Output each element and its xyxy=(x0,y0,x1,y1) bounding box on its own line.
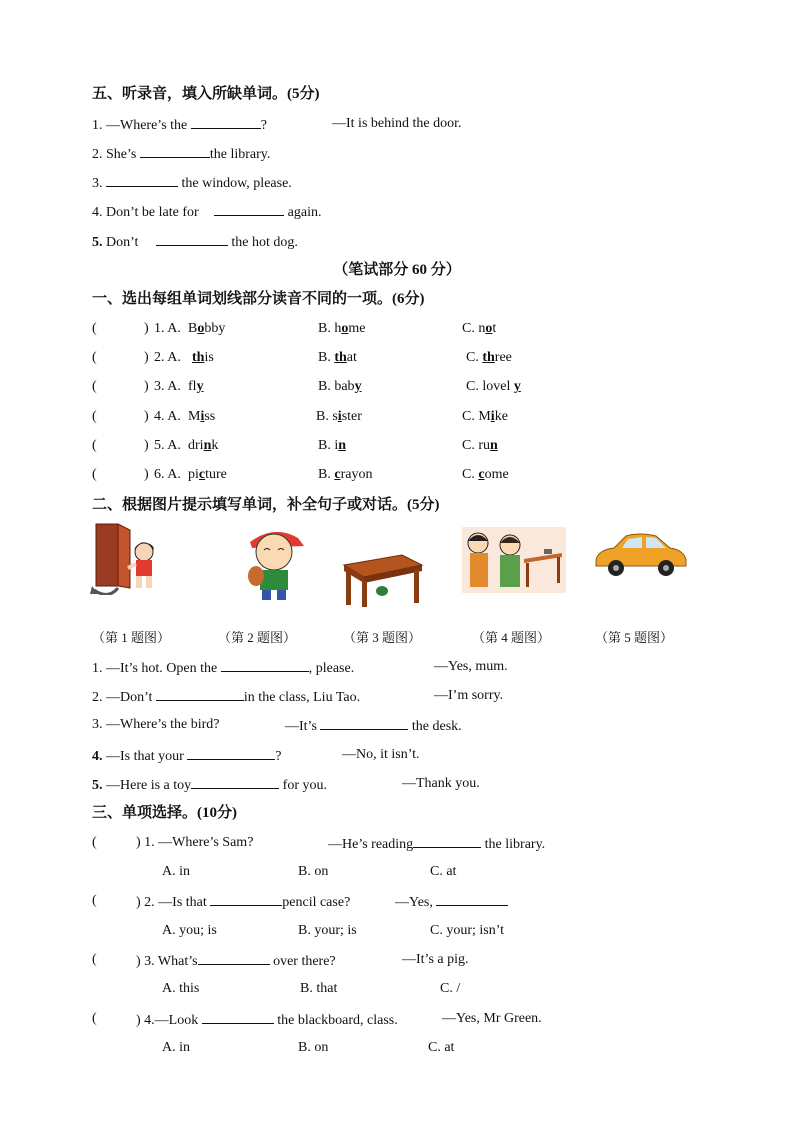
word-part: pi xyxy=(188,467,199,482)
q-number: 5. A. xyxy=(154,438,181,453)
option-a[interactable] xyxy=(188,377,204,397)
q-text: ) 2. —Is that xyxy=(136,895,211,910)
answer-blank[interactable] xyxy=(191,114,261,129)
option-b[interactable]: B. your; is xyxy=(298,923,357,938)
q-text: the hot dog. xyxy=(227,235,298,250)
sec1-row xyxy=(92,436,498,456)
answer-blank[interactable] xyxy=(210,891,282,906)
caption-1: （第 1 题图） xyxy=(92,630,171,645)
sec2-q4 xyxy=(92,745,420,767)
q-text: 1. —Where’s the xyxy=(92,118,191,133)
q-text: —He’s reading xyxy=(328,837,414,852)
desk-bird-illustration xyxy=(342,545,424,609)
q-text: 1. —It’s hot. Open the xyxy=(92,661,221,676)
word-part: B. xyxy=(318,350,335,365)
underlined-letters: c xyxy=(334,467,341,482)
sec2-q5 xyxy=(92,774,480,796)
reply-text: —Thank you. xyxy=(402,776,480,791)
sec3-q2-options xyxy=(162,921,505,941)
word-part: C. ru xyxy=(462,438,490,453)
option-a[interactable]: A. in xyxy=(162,1040,190,1055)
sec3-q2 xyxy=(92,891,437,911)
paren: ( xyxy=(92,409,97,424)
option-a[interactable]: A. you; is xyxy=(162,923,217,938)
underlined-letters: i xyxy=(200,409,205,424)
reply-text: —I’m sorry. xyxy=(434,688,504,703)
paren: ( xyxy=(92,893,97,908)
sec3-q4-options xyxy=(162,1038,455,1058)
q-text: —Is that your xyxy=(102,749,188,764)
sec1-row xyxy=(92,407,508,427)
answer-blank[interactable] xyxy=(140,143,210,158)
q-text: the window, please. xyxy=(178,176,292,191)
answer-blank[interactable] xyxy=(187,745,275,760)
underlined-letters: y xyxy=(354,379,362,394)
word-part: ree xyxy=(494,350,512,365)
q-text: 3. —Where’s the bird? xyxy=(92,717,220,732)
caption-4: （第 4 题图） xyxy=(472,630,551,645)
q-text: ) 4.—Look xyxy=(136,1013,202,1028)
section1-title: 一、选出每组单词划线部分读音不同的一项。(6分) xyxy=(92,291,425,307)
answer-blank[interactable] xyxy=(320,715,408,730)
caption-2: （第 2 题图） xyxy=(218,630,297,645)
caption-5: （第 5 题图） xyxy=(595,630,674,645)
word-part: M xyxy=(188,409,201,424)
option-a[interactable] xyxy=(188,436,218,456)
answer-blank[interactable] xyxy=(413,833,481,848)
option-c[interactable] xyxy=(466,377,521,397)
q-number: 4. xyxy=(92,749,103,764)
boy-eating-illustration xyxy=(238,524,312,606)
sec1-row xyxy=(92,377,521,397)
q-text: in the class, Liu Tao. xyxy=(243,690,361,705)
word-part: C. xyxy=(462,467,479,482)
q-number: 5. xyxy=(92,235,103,250)
underlined-letters: o xyxy=(341,321,349,336)
q-text: ) 3. What’s xyxy=(136,954,198,969)
q-text: the desk. xyxy=(408,719,462,734)
word-part: k xyxy=(211,438,219,453)
paren: ( xyxy=(92,467,97,482)
paren: ( xyxy=(92,438,97,453)
sec1-row xyxy=(92,348,512,368)
sec5-q1 xyxy=(92,114,462,136)
option-a[interactable] xyxy=(188,465,227,485)
close-paren: ) xyxy=(144,379,149,394)
reply-text: —No, it isn’t. xyxy=(342,747,420,762)
paren: ( xyxy=(92,1011,97,1026)
word-part: ture xyxy=(205,467,227,482)
option-c[interactable] xyxy=(466,348,512,368)
paren: ( xyxy=(92,321,97,336)
answer-blank[interactable] xyxy=(198,950,270,965)
q-number: 2. A. xyxy=(154,350,181,365)
sec2-q1 xyxy=(92,657,508,679)
option-c[interactable] xyxy=(462,319,496,339)
sec2-q2 xyxy=(92,686,504,708)
reply-text: —It is behind the door. xyxy=(332,116,462,131)
option-a[interactable] xyxy=(192,348,214,368)
q-number: 6. A. xyxy=(154,467,181,482)
underlined-letters: n xyxy=(490,438,498,453)
option-b[interactable] xyxy=(318,348,357,368)
word-part: at xyxy=(346,350,357,365)
sec3-q1-options xyxy=(162,862,457,882)
option-c[interactable]: C. at xyxy=(430,864,457,879)
q-number: 5. xyxy=(92,778,103,793)
sec5-q5 xyxy=(92,231,298,253)
word-part: ss xyxy=(204,409,216,424)
sec1-row xyxy=(92,465,509,485)
option-c[interactable] xyxy=(462,436,498,456)
q-number: 1. A. xyxy=(154,321,181,336)
option-b[interactable] xyxy=(318,377,362,397)
underlined-letters: o xyxy=(485,321,493,336)
option-a[interactable] xyxy=(188,319,225,339)
word-part: B. s xyxy=(316,409,338,424)
word-part: B. xyxy=(318,467,335,482)
word-part: dri xyxy=(188,438,204,453)
q-number: 4. A. xyxy=(154,409,181,424)
option-b[interactable]: B. that xyxy=(300,981,338,996)
sec3-q3-options xyxy=(162,979,461,999)
word-part: ome xyxy=(484,467,509,482)
option-a[interactable]: A. this xyxy=(162,981,200,996)
close-paren: ) xyxy=(144,321,149,336)
option-b[interactable]: B. on xyxy=(298,864,329,879)
word-part: fl xyxy=(188,379,197,394)
underlined-letters: n xyxy=(203,438,212,453)
underlined-letters: th xyxy=(334,350,347,365)
word-part: B. bab xyxy=(318,379,355,394)
paren: ( xyxy=(92,952,97,967)
word-part: me xyxy=(348,321,366,336)
q-text: 2. She’s xyxy=(92,147,140,162)
underlined-letters: i xyxy=(490,409,495,424)
q-text: over there? xyxy=(269,954,336,969)
answer-blank[interactable] xyxy=(221,657,309,672)
q-text: the blackboard, class. xyxy=(273,1013,398,1028)
option-c[interactable]: C. your; isn’t xyxy=(430,923,505,938)
underlined-letters: y xyxy=(513,379,521,394)
word-part: B xyxy=(188,321,198,336)
section2-title: 二、根据图片提示填写单词，补全句子或对话。(5分) xyxy=(92,497,440,513)
q-text: , please. xyxy=(308,661,355,676)
close-paren: ) xyxy=(144,409,149,424)
reply-text: —Yes, mum. xyxy=(434,659,508,674)
word-part: B. h xyxy=(318,321,342,336)
word-part: C. xyxy=(466,350,483,365)
close-paren: ) xyxy=(144,350,149,365)
word-part: is xyxy=(204,350,214,365)
word-part: bby xyxy=(204,321,226,336)
q-text: —It’s a pig. xyxy=(402,952,469,967)
q-text: —Yes, Mr Green. xyxy=(442,1011,542,1026)
q-text: pencil case? xyxy=(282,895,351,910)
answer-blank[interactable] xyxy=(436,891,508,906)
underlined-letters: i xyxy=(337,409,342,424)
word-part: rayon xyxy=(340,467,373,482)
q-text: —Yes, xyxy=(395,895,437,910)
answer-blank[interactable] xyxy=(156,231,228,246)
underlined-letters: th xyxy=(192,350,205,365)
sec5-q3 xyxy=(92,172,292,194)
q-text: —Here is a toy xyxy=(102,778,192,793)
word-part: C. n xyxy=(462,321,486,336)
option-a[interactable]: A. in xyxy=(162,864,190,879)
option-c[interactable]: C. / xyxy=(440,981,461,996)
sec3-q4 xyxy=(92,1009,542,1029)
answer-blank[interactable] xyxy=(156,686,244,701)
word-part: ster xyxy=(341,409,362,424)
word-part: B. i xyxy=(318,438,339,453)
q-text: again. xyxy=(284,205,322,220)
underlined-letters: th xyxy=(482,350,495,365)
sec1-row xyxy=(92,319,497,339)
door-girl-illustration xyxy=(88,520,168,595)
underlined-letters: c xyxy=(478,467,485,482)
option-b[interactable] xyxy=(316,407,362,427)
q-text: the library. xyxy=(481,837,546,852)
answer-blank[interactable] xyxy=(106,172,178,187)
q-text: —It’s xyxy=(285,719,321,734)
option-c[interactable] xyxy=(462,465,509,485)
paren: ( xyxy=(92,379,97,394)
q-text: 4. Don’t be late for xyxy=(92,205,203,220)
sec3-q3 xyxy=(92,950,469,970)
car-illustration xyxy=(592,530,688,580)
underlined-letters: y xyxy=(196,379,204,394)
close-paren: ) xyxy=(144,438,149,453)
word-part: t xyxy=(492,321,497,336)
children-table-illustration xyxy=(462,527,566,593)
option-b[interactable]: B. on xyxy=(298,1040,329,1055)
sec3-q1 xyxy=(92,833,546,853)
word-part: C. M xyxy=(462,409,491,424)
option-c[interactable] xyxy=(462,407,508,427)
sec5-q4 xyxy=(92,201,321,223)
sec5-q2 xyxy=(92,143,270,165)
q-text: the library. xyxy=(209,147,271,162)
q-text: ) 1. —Where’s Sam? xyxy=(136,835,254,850)
caption-3: （第 3 题图） xyxy=(343,630,422,645)
q-text: ? xyxy=(275,749,282,764)
option-c[interactable]: C. at xyxy=(428,1040,455,1055)
word-part: ke xyxy=(494,409,508,424)
q-text: 2. —Don’t xyxy=(92,690,156,705)
written-part-title: （笔试部分 60 分） xyxy=(333,262,461,278)
q-text: Don’t xyxy=(102,235,142,250)
sec2-q3 xyxy=(92,715,462,735)
paren: ( xyxy=(92,350,97,365)
underlined-letters: c xyxy=(198,467,206,482)
option-b[interactable] xyxy=(318,465,372,485)
section3-title: 三、单项选择。(10分) xyxy=(92,805,237,821)
section5-title: 五、听录音，填入所缺单词。(5分) xyxy=(92,86,320,102)
option-a[interactable] xyxy=(188,407,215,427)
answer-blank[interactable] xyxy=(191,774,279,789)
q-text: ? xyxy=(260,118,267,133)
underlined-letters: n xyxy=(338,438,347,453)
q-number: 3. A. xyxy=(154,379,181,394)
paren: ( xyxy=(92,835,97,850)
option-b[interactable] xyxy=(318,436,346,456)
answer-blank[interactable] xyxy=(214,201,284,216)
answer-blank[interactable] xyxy=(202,1009,274,1024)
underlined-letters: o xyxy=(197,321,205,336)
option-b[interactable] xyxy=(318,319,365,339)
close-paren: ) xyxy=(144,467,149,482)
q-text: 3. xyxy=(92,176,106,191)
word-part: C. lovel xyxy=(466,379,514,394)
q-text: for you. xyxy=(279,778,327,793)
